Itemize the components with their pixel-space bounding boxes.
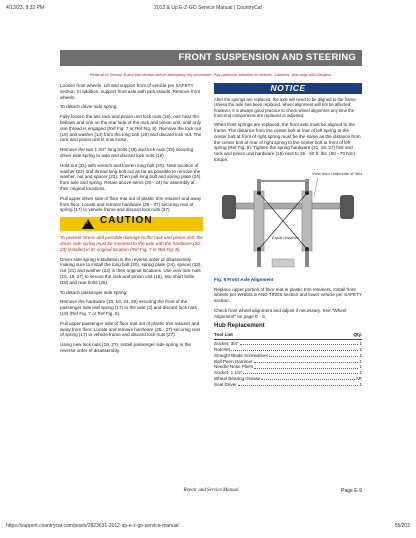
paragraph: Driver side spring installation is the reverse order of disassembly making sure to install the long bolt (20), spring plate (24), spacer (23), nut (21) and washer (22) in their original locations. Use new lock nuts (15, 19, 27) to secure the rack and pinion unit (16), two short bolts (18) and rear bolts (25).	[60, 256, 202, 285]
paragraph: Remove the hardware (18, 19, 24, 29) securing the front of the passenger side leaf spring (17) to the axle (3) and discard lock nuts (19) (Ref Fig. 7 or Ref Fig. 8).	[60, 299, 197, 316]
left-column	[60, 83, 203, 358]
figure-title: Front Axle Alignment	[227, 276, 274, 282]
browser-print-footer	[6, 523, 410, 531]
paragraph: Fully loosen the two rack and pinion unit lock nuts (15), one near the bellows and one on the rear side of the rack and pinion unit, until only one thread is engaged (Ref Fig. 7 or Ref Fig. 8). Remove the lock nut (15) and washer (14) from the long bolt (20) and discard lock nut. The rack and pinion unit is now loose.	[60, 114, 202, 143]
right-column	[214, 83, 362, 388]
paragraph: Check front wheel alignment and adjust if necessary. See “Wheel Alignment” on page E - 5.	[214, 307, 347, 319]
dot-leader	[238, 382, 359, 386]
page-number: Page E-9	[341, 488, 362, 494]
manual-name: Repair and Service Manual	[183, 488, 239, 493]
paragraph: Pull upper passenger side of floor mat out of plastic trim retainer and away from floor. Locate and remove hardware (25 - 27) securing rear of spring (17) to vehicle frame and discard lock nuts (27).	[60, 320, 201, 338]
print-page-count: 55/202	[394, 523, 410, 529]
tool-list-label: Tool List	[214, 332, 233, 338]
tool-qty: 1	[359, 352, 362, 358]
tool-row	[214, 382, 362, 388]
tool-qty: AR	[355, 375, 362, 381]
tool-qty: 1	[359, 346, 362, 352]
paragraph: Hold nut (21) with wrench and loosen long bolt (20). Note location of washer (22) and thread long bolt out as far as possible to remove the washer, nut and spacer (23). Then pull long bolt and spring plate (24) from axle and spring. Retain above items (20 - 24) for assembly at their original locations.	[60, 162, 201, 191]
paragraph: Replace upper portion of floor mat in plastic trim retainers. Install front wheels per WHEELS AND TIRES section and lower vehicle per SAFETY section.	[214, 286, 362, 304]
safety-warning-line: Read all of Section B and this section before attempting any procedure. Pay particular attention to Notices, Cautions, Warnings and Dangers.	[89, 72, 333, 77]
dot-leader	[261, 376, 354, 380]
caution-banner	[60, 217, 203, 231]
tool-name: Socket, 1 1/2"	[214, 370, 243, 376]
tool-qty: 1	[359, 341, 362, 347]
section-banner: FRONT SUSPENSION AND STEERING	[60, 50, 362, 66]
tool-name: Seal Driver	[214, 381, 237, 387]
dot-leader	[243, 370, 358, 374]
print-url: https://support.countrycat.com/posts/2823631-2012-up-e-z-go-service-manual	[6, 523, 179, 529]
dot-leader	[254, 364, 358, 368]
paragraph: Remove the two 1 3/4" long bolts (18) and lock nuts (19) securing driver side spring to axle and discard lock nuts (19).	[60, 147, 194, 158]
tool-qty: 1	[359, 358, 362, 364]
tool-name: Needle Nose Pliers	[214, 364, 254, 370]
browser-print-header	[6, 5, 410, 13]
warning-triangle-icon	[82, 219, 94, 229]
figure-label-equal: Equal Distance	[272, 234, 299, 240]
paragraph: To detach driver side spring:	[60, 104, 118, 110]
exclamation-icon: !	[86, 220, 88, 227]
tool-list-header	[214, 332, 362, 340]
hub-replacement-heading: Hub Replacement	[214, 322, 265, 329]
tool-qty: 1	[359, 370, 362, 376]
caution-text: To prevent stress and possible damage to the rack and pinion unit, the driver side spring must be mounted to the axle with the hardware (20 - 23) installed in its original location (Ref Fig. 7 or Ref Fig. 8).	[60, 235, 203, 252]
tool-name: Straight Blade Screwdriver	[214, 352, 269, 358]
dot-leader	[269, 353, 358, 357]
tool-qty: 1	[359, 364, 362, 370]
paragraph: To detach passenger side spring:	[60, 289, 128, 295]
figure-label-underside: View from Underside of Vehicle	[312, 170, 362, 176]
figure-number: Fig. 9	[214, 276, 226, 282]
tool-name: Socket, 3/4"	[214, 341, 239, 347]
tool-name: Ball Peen Hammer	[214, 358, 253, 364]
notice-text: After the springs are replaced, the axle will need to be aligned to the frame. Unless the axle has been replaced, wheel alignment will not be affected; however, it is always good practice to check wheel alignment any time the front-end components are replaced or adjusted.	[214, 97, 357, 118]
tool-name: Wheel Bearing Grease	[214, 375, 261, 381]
paragraph: Using new lock nuts (19, 27), install passenger side spring in the reverse order of disassembly.	[60, 342, 191, 353]
dot-leader	[254, 359, 359, 363]
dot-leader	[231, 347, 359, 351]
tool-list	[214, 341, 362, 387]
tool-qty: 1	[359, 381, 362, 387]
qty-label: Qty.	[353, 332, 362, 338]
print-tab-title: 2012 & Up E-Z-GO Service Manual | CountryCat	[154, 5, 262, 11]
paragraph: Pull upper driver side of floor mat out of plastic trim retainer and away from floor. Locate and remove hardware (25 - 27) securing rear of spring (17) to vehicle frame and discard lock nuts (27).	[60, 195, 202, 213]
front-axle-alignment-figure	[214, 167, 362, 275]
axle-alignment-diagram	[214, 167, 362, 275]
notice-banner: NOTICE	[214, 83, 362, 94]
caution-label: CAUTION	[100, 215, 153, 227]
figure-caption	[214, 277, 362, 283]
paragraph: When front springs are replaced, the front axle must be aligned to the frame. The distance from the center bolt at rear of left spring to the center bolt at front of right spring must be the same as the distance from the center bolt at rear of right spring to the center bolt at front of left spring (Ref Fig. 9). Tighten the spring hardware (21, 19, 27) first and rack and pinion unit hardware (15) next to 35 - 50 ft. lbs. (50 - 70 Nm) torque.	[214, 122, 361, 162]
paragraph: Loosen front wheels. Lift and support front of vehicle per SAFETY section. In addition, support front axle with jack stands. Remove front wheels.	[60, 83, 201, 100]
print-datetime: 4/13/23, 9:32 PM	[6, 5, 45, 11]
tool-name: Ratchet	[214, 346, 230, 352]
page-footer	[60, 488, 362, 496]
dot-leader	[240, 341, 359, 345]
